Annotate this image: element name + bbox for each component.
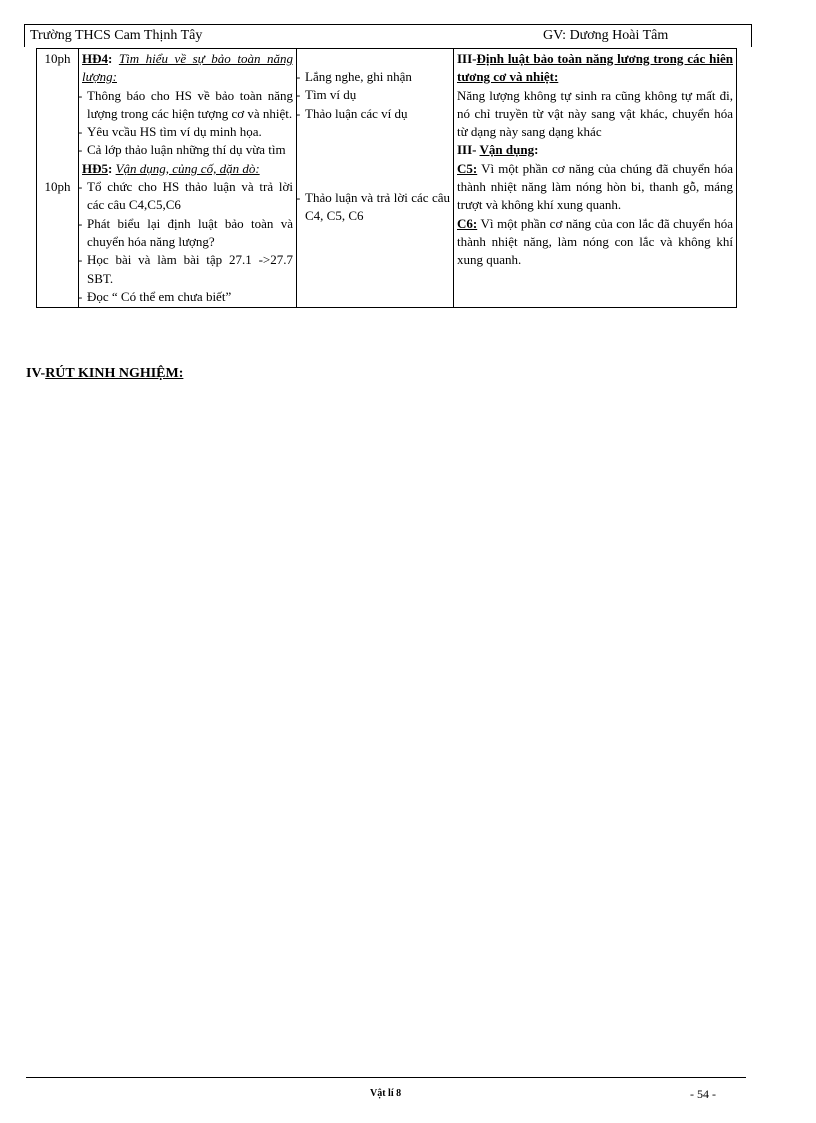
section-law bbox=[457, 50, 733, 87]
activity-hd5-label: HĐ5 bbox=[82, 160, 108, 176]
section-review-title: RÚT KINH NGHIỆM: bbox=[45, 366, 184, 381]
answer-c6-label: C6: bbox=[457, 215, 478, 231]
section-law-prefix: III- bbox=[457, 51, 477, 66]
answer-c6 bbox=[457, 215, 733, 270]
footer-subject: Vật lí 8 bbox=[370, 1088, 402, 1099]
duration-cell bbox=[37, 49, 79, 308]
section-apply bbox=[457, 141, 733, 159]
footer-divider bbox=[26, 1077, 746, 1078]
list-item: - Đọc “ Có thể em chưa biết” bbox=[82, 288, 293, 306]
answer-c5-label: C5: bbox=[457, 160, 478, 176]
list-item: - Thảo luận các ví dụ bbox=[300, 105, 450, 123]
section-apply-prefix: III- bbox=[457, 142, 480, 158]
section-review bbox=[26, 366, 183, 382]
list-item: - Phát biểu lại định luật bảo toàn và chuyển hóa năng lượng? bbox=[82, 215, 293, 252]
duration-hd5: 10ph bbox=[44, 179, 71, 195]
answer-c5-text: Vì một phần cơ năng của chúng đã chuyển hóa thành nhiệt năng làm nóng hòn bi, thanh gỗ, máng trượt và không khí xung quanh. bbox=[457, 160, 733, 213]
table-row bbox=[37, 49, 737, 308]
lesson-table bbox=[36, 48, 737, 308]
school-name: Trường THCS Cam Thịnh Tây bbox=[30, 28, 203, 43]
section-review-prefix: IV- bbox=[26, 366, 46, 381]
list-item: - Thông báo cho HS về bảo toàn năng lượng trong các hiện tượng cơ và nhiệt. bbox=[82, 87, 293, 124]
section-apply-title: Vận dụng bbox=[479, 142, 535, 158]
activity-hd4-heading: HĐ4: Tìm hiểu về sự bảo toàn năng lượng: bbox=[82, 51, 293, 85]
activity-hd4-title: Tìm hiểu về sự bảo toàn năng lượng: bbox=[82, 51, 293, 85]
answer-c5 bbox=[457, 160, 733, 215]
list-item: - Tìm ví dụ bbox=[300, 86, 450, 104]
student-activity-cell bbox=[297, 49, 454, 308]
list-item: - Thảo luận và trả lời các câu C4, C5, C6 bbox=[300, 189, 450, 226]
list-item: - Yêu vcầu HS tìm ví dụ minh họa. bbox=[82, 123, 293, 141]
activity-hd5-title: Vận dụng, củng cố, dặn dò: bbox=[115, 160, 260, 176]
answer-c6-text: Vì một phần cơ năng của con lắc đã chuyển hóa thành nhiệt năng, làm nóng con lắc và không khí xung quanh. bbox=[457, 215, 733, 268]
activity-hd5-heading: HĐ5: Vận dụng, củng cố, dặn dò: bbox=[82, 160, 260, 176]
page-number: - 54 - bbox=[690, 1087, 716, 1101]
list-item: - Học bài và làm bài tập 27.1 ->27.7 SBT. bbox=[82, 251, 293, 288]
content-cell bbox=[454, 49, 737, 308]
section-law-text: Năng lượng không tự sinh ra cũng không tự mất đi, nó chỉ truyền từ vật này sang vật khác, chuyển hóa từ dạng này sang dạng khác bbox=[457, 87, 733, 140]
duration-hd4: 10ph bbox=[44, 51, 71, 66]
section-apply-colon: : bbox=[534, 142, 539, 158]
teacher-name: GV: Dương Hoài Tâm bbox=[543, 28, 669, 43]
section-law-title: Định luật bảo toàn năng lương trong các hiên tương cơ và nhiệt: bbox=[457, 51, 733, 85]
list-item: - Tổ chức cho HS thảo luận và trả lời các câu C4,C5,C6 bbox=[82, 178, 293, 215]
list-item: - Cả lớp thảo luận những thí dụ vừa tìm bbox=[82, 141, 293, 159]
page-header bbox=[24, 24, 752, 47]
activity-hd4-label: HĐ4 bbox=[82, 51, 108, 66]
list-item: - Lắng nghe, ghi nhận bbox=[300, 68, 450, 86]
teacher-activity-cell bbox=[79, 49, 297, 308]
